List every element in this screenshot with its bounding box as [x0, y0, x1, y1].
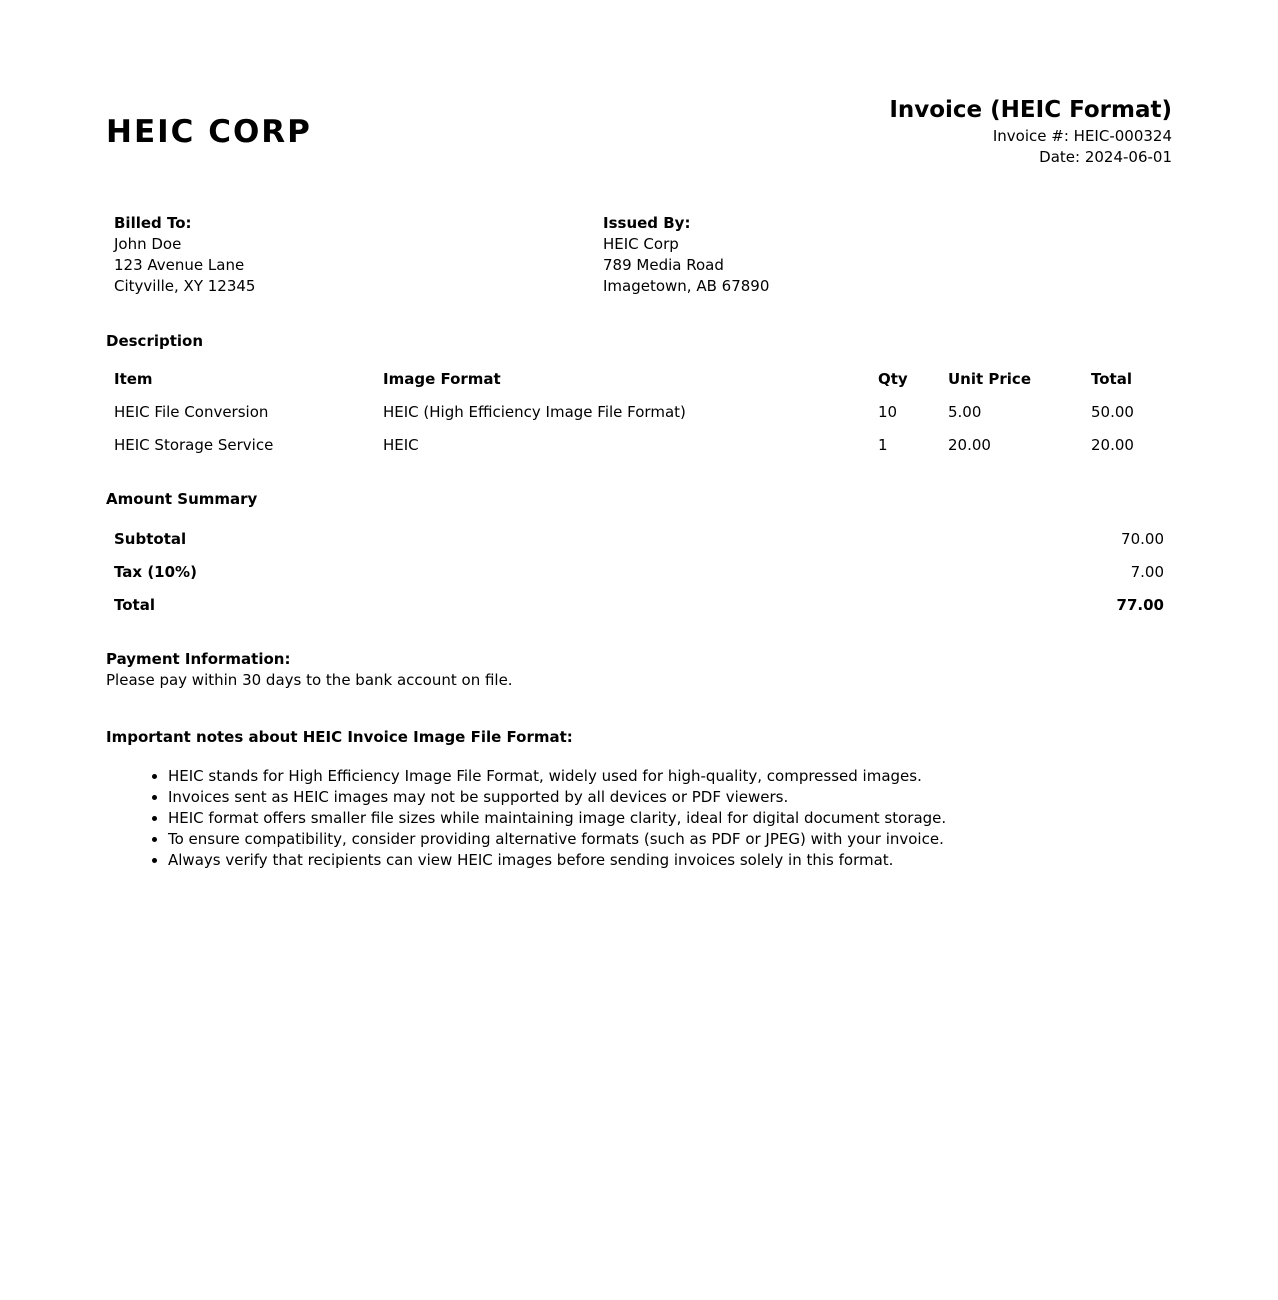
grand-total-row — [106, 588, 1172, 621]
issued-by-address-line2: Imagetown, AB 67890 — [603, 277, 770, 295]
issued-by-name: HEIC Corp — [603, 235, 679, 253]
cell-item: HEIC File Conversion — [114, 402, 269, 421]
list-item: • To ensure compatibility, consider providing alternative formats (such as PDF or JPEG) with your invoice. — [168, 829, 946, 850]
summary-table — [106, 522, 1172, 621]
cell-total: 50.00 — [1091, 402, 1134, 421]
column-header-item: Item — [114, 369, 153, 388]
column-header-qty: Qty — [878, 369, 908, 388]
issued-by-address-line1: 789 Media Road — [603, 256, 724, 274]
issued-by-block — [603, 213, 769, 297]
billed-to-address-line2: Cityville, XY 12345 — [114, 277, 256, 295]
issued-by-title: Issued By: — [603, 214, 691, 232]
subtotal-label: Subtotal — [114, 529, 187, 548]
billed-to-block — [114, 213, 255, 297]
billed-to-title: Billed To: — [114, 214, 192, 232]
invoice-number: Invoice #: HEIC-000324 — [992, 127, 1172, 145]
invoice-date: Date: 2024-06-01 — [1039, 148, 1172, 166]
subtotal-value: 70.00 — [1121, 529, 1164, 548]
list-item: • HEIC format offers smaller file sizes while maintaining image clarity, ideal for digital document storage. — [168, 808, 946, 829]
billed-to-address-line1: 123 Avenue Lane — [114, 256, 245, 274]
invoice-title: Invoice (HEIC Format) — [889, 97, 1172, 123]
grand-total-value: 77.00 — [1116, 595, 1164, 614]
cell-unit-price: 20.00 — [948, 435, 991, 454]
items-table — [106, 362, 1172, 461]
tax-value: 7.00 — [1130, 562, 1164, 581]
column-header-total: Total — [1091, 369, 1132, 388]
cell-image-format: HEIC (High Efficiency Image File Format) — [383, 402, 686, 421]
cell-total: 20.00 — [1091, 435, 1134, 454]
table-header-row — [106, 362, 1172, 395]
table-row — [106, 395, 1172, 428]
cell-unit-price: 5.00 — [948, 402, 982, 421]
amount-summary-title: Amount Summary — [106, 490, 258, 508]
list-item: • Always verify that recipients can view HEIC images before sending invoices solely in this format. — [168, 850, 946, 871]
billed-to-name: John Doe — [114, 235, 182, 253]
notes-list — [106, 766, 946, 871]
cell-qty: 1 — [878, 435, 888, 454]
description-title: Description — [106, 332, 204, 350]
cell-item: HEIC Storage Service — [114, 435, 274, 454]
invoice-header — [889, 94, 1172, 168]
list-item: • Invoices sent as HEIC images may not be supported by all devices or PDF viewers. — [168, 787, 946, 808]
payment-title: Payment Information: — [106, 650, 291, 668]
grand-total-label: Total — [114, 595, 155, 614]
cell-qty: 10 — [878, 402, 898, 421]
table-row — [106, 428, 1172, 461]
notes-title: Important notes about HEIC Invoice Image File Format: — [106, 728, 573, 746]
tax-row — [106, 555, 1172, 588]
payment-information — [106, 649, 513, 691]
cell-image-format: HEIC — [383, 435, 419, 454]
tax-label: Tax (10%) — [114, 562, 197, 581]
list-item: • HEIC stands for High Efficiency Image File Format, widely used for high-quality, compressed images. — [168, 766, 946, 787]
subtotal-row — [106, 522, 1172, 555]
column-header-image-format: Image Format — [383, 369, 501, 388]
payment-text: Please pay within 30 days to the bank account on file. — [106, 671, 513, 689]
column-header-unit-price: Unit Price — [948, 369, 1031, 388]
company-name: HEIC CORP — [106, 114, 312, 150]
